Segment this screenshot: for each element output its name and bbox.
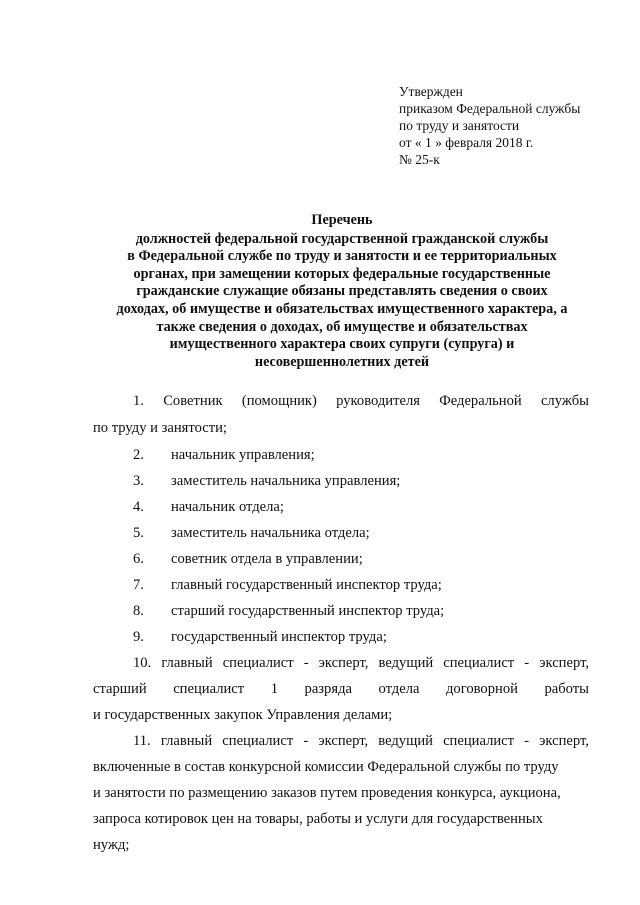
list-item-11-line5: нужд; bbox=[93, 837, 130, 853]
item-word: специалист bbox=[222, 733, 294, 749]
item-number: 8. bbox=[133, 603, 144, 619]
list-item-11-line4: запроса котировок цен на товары, работы и услуги для государственных bbox=[93, 811, 543, 827]
approval-stamp bbox=[399, 83, 614, 168]
item-word: Федеральной bbox=[439, 393, 522, 409]
item-word: специалист bbox=[222, 655, 294, 671]
title-line: гражданские служащие обязаны представлять сведения о своих bbox=[136, 283, 548, 300]
title-heading: Перечень bbox=[311, 212, 373, 228]
approval-line: № 25-к bbox=[399, 152, 440, 167]
item-word: специалист bbox=[173, 681, 245, 697]
item-word: 11. bbox=[133, 733, 151, 749]
item-word: - bbox=[303, 655, 309, 671]
item-number: 5. bbox=[133, 525, 144, 541]
item-word: (помощник) bbox=[241, 393, 317, 409]
item-word: 1 bbox=[270, 681, 278, 697]
item-word: главный bbox=[160, 733, 213, 749]
item-text: советник отдела в управлении; bbox=[171, 551, 363, 567]
item-word: специалист bbox=[443, 655, 515, 671]
item-word: ведущий bbox=[378, 733, 433, 749]
item-word: специалист bbox=[443, 733, 515, 749]
item-word: 10. bbox=[133, 655, 152, 671]
item-text: заместитель начальника управления; bbox=[171, 473, 401, 489]
list-item-11-line3: и занятости по размещению заказов путем проведения конкурса, аукциона, bbox=[93, 785, 561, 801]
item-word: службы bbox=[540, 393, 589, 409]
item-text: начальник отдела; bbox=[171, 499, 284, 515]
item-word: эксперт, bbox=[318, 655, 369, 671]
approval-line: приказом Федеральной службы bbox=[399, 101, 581, 116]
title-line: должностей федеральной государственной гражданской службы bbox=[135, 230, 549, 247]
title-line: доходах, об имуществе и обязательствах имущественного характера, а bbox=[116, 300, 568, 317]
item-text: старший государственный инспектор труда; bbox=[171, 603, 445, 619]
item-word: отдела bbox=[378, 681, 420, 697]
title-line: имущественного характера своих супруги (супруга) и bbox=[169, 336, 515, 353]
item-word: ведущий bbox=[378, 655, 434, 671]
item-word: Советник bbox=[163, 393, 223, 409]
approval-line: Утвержден bbox=[399, 84, 463, 99]
item-word: - bbox=[303, 733, 309, 749]
list-item-11-line1 bbox=[133, 733, 589, 750]
list-item-10-line1 bbox=[133, 655, 589, 672]
item-word: разряда bbox=[304, 681, 352, 697]
item-number: 9. bbox=[133, 629, 144, 645]
item-text: начальник управления; bbox=[171, 447, 315, 463]
item-word: 1. bbox=[133, 393, 144, 409]
item-word: руководителя bbox=[336, 393, 420, 409]
item-number: 4. bbox=[133, 499, 144, 515]
list-item-10-line2 bbox=[93, 681, 589, 698]
item-number: 6. bbox=[133, 551, 144, 567]
list-item-11-line2: включенные в состав конкурсной комиссии Федеральной службы по труду bbox=[93, 759, 559, 775]
list-item-1-line1 bbox=[133, 393, 589, 410]
item-text: государственный инспектор труда; bbox=[171, 629, 387, 645]
item-text: главный государственный инспектор труда; bbox=[171, 577, 442, 593]
item-word: договорной bbox=[445, 681, 518, 697]
list-item-10-line3: и государственных закупок Управления делами; bbox=[93, 707, 393, 723]
item-text: заместитель начальника отдела; bbox=[171, 525, 370, 541]
title-line: органах, при замещении которых федеральные государственные bbox=[133, 265, 551, 282]
approval-line: по труду и занятости bbox=[399, 118, 520, 133]
item-word: эксперт, bbox=[318, 733, 369, 749]
item-number: 2. bbox=[133, 447, 144, 463]
item-number: 7. bbox=[133, 577, 144, 593]
item-word: - bbox=[524, 733, 530, 749]
title-line: несовершеннолетних детей bbox=[254, 353, 430, 370]
item-word: главный bbox=[161, 655, 213, 671]
title-line: в Федеральной службе по труду и занятости и ее территориальных bbox=[127, 248, 557, 265]
list-item-1-line2: по труду и занятости; bbox=[93, 420, 227, 436]
item-word: старший bbox=[93, 681, 147, 697]
approval-line: от « 1 » февраля 2018 г. bbox=[399, 135, 534, 150]
item-word: эксперт, bbox=[539, 655, 589, 671]
item-word: - bbox=[524, 655, 530, 671]
item-number: 3. bbox=[133, 473, 144, 489]
item-word: работы bbox=[544, 681, 589, 697]
title-line: также сведения о доходах, об имуществе и обязательствах bbox=[156, 318, 528, 335]
item-word: эксперт, bbox=[539, 733, 589, 749]
document-title bbox=[92, 212, 592, 371]
